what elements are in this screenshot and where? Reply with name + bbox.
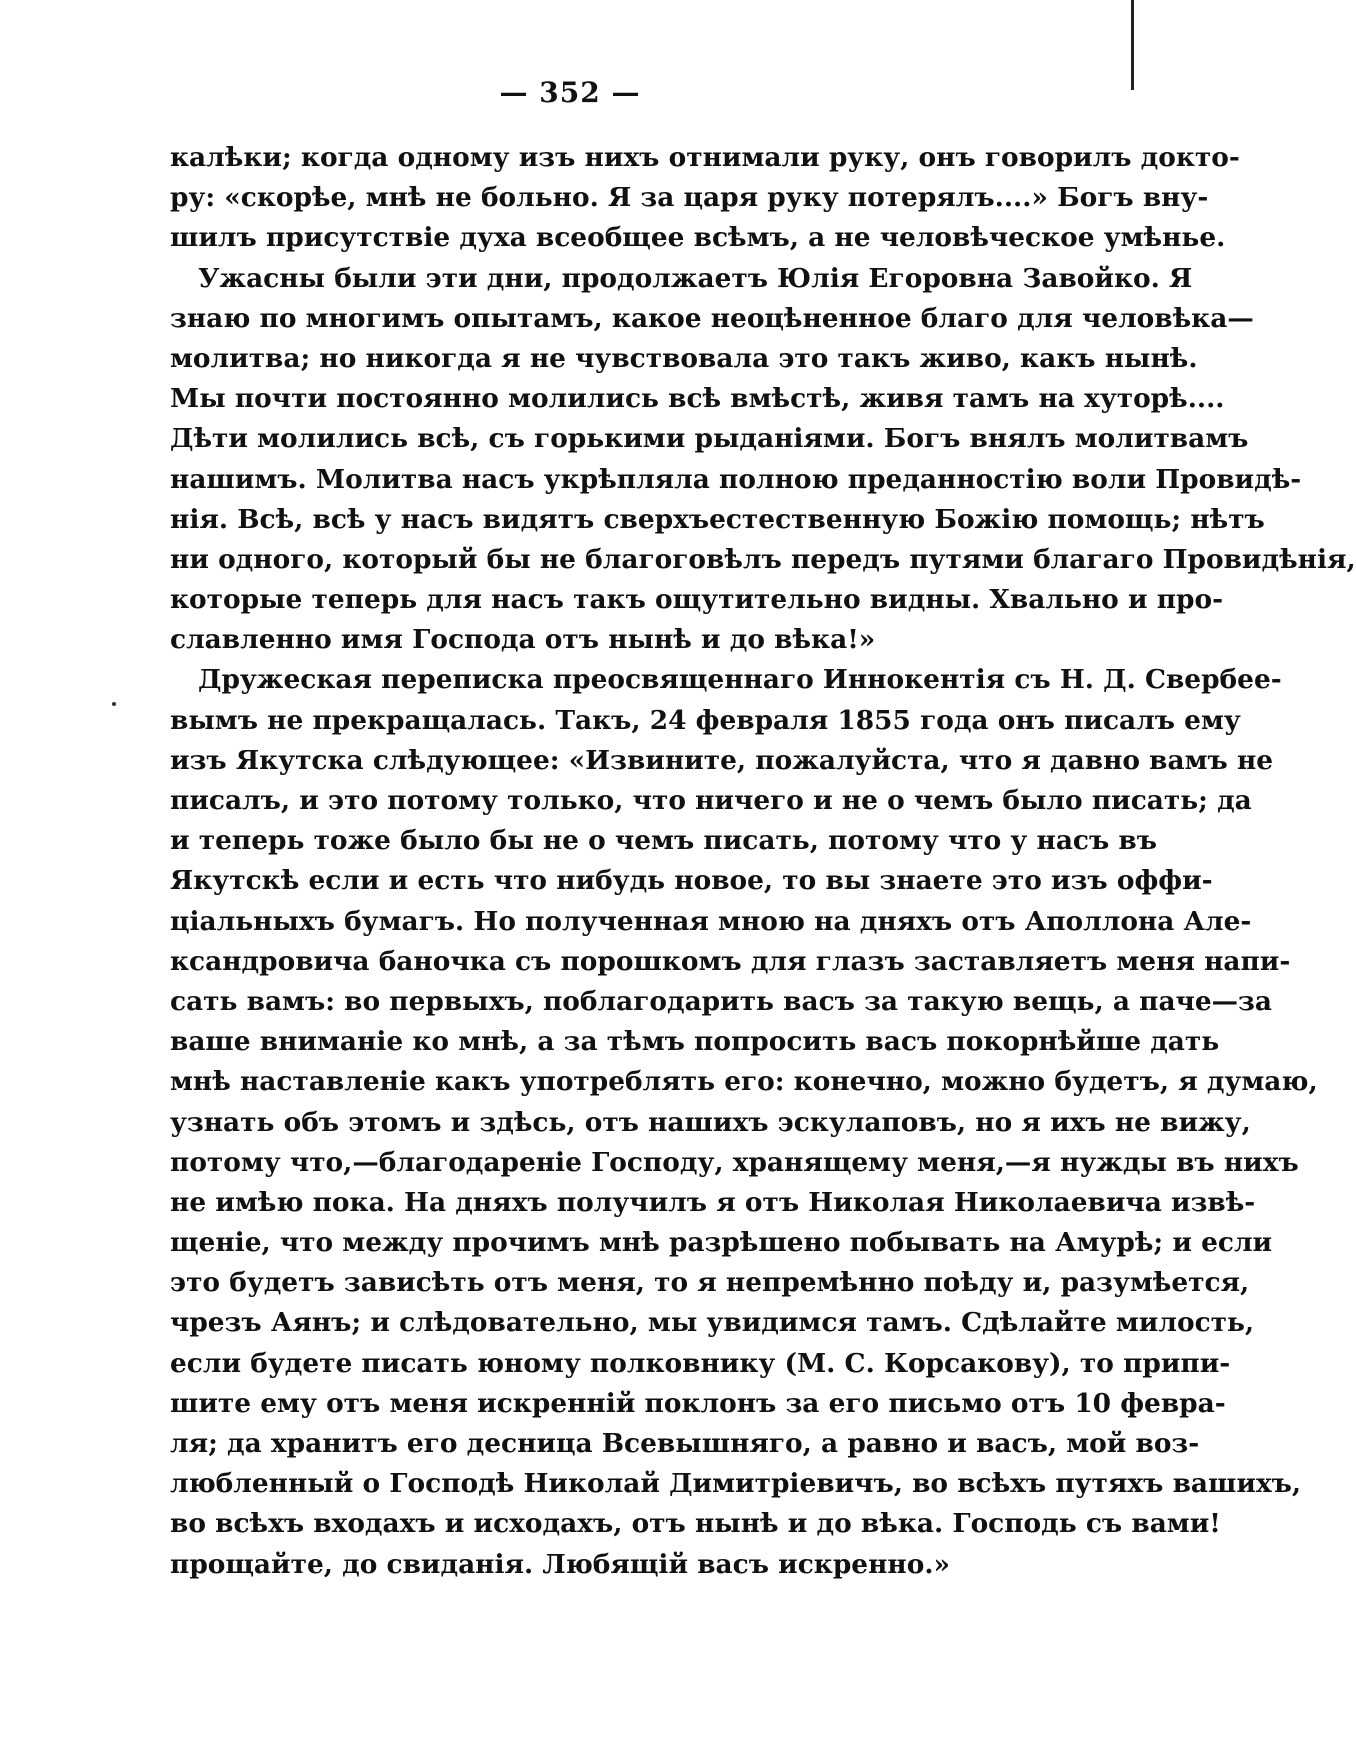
text-line: и теперь тоже было бы не о чемъ писать, потому что у насъ въ [170, 825, 1158, 857]
text-line: калѣки; когда одному изъ нихъ отнимали руку, онъ говорилъ докто- [170, 142, 1240, 173]
text-line: ціальныхъ бумагъ. Но полученная мною на дняхъ отъ Аполлона Але- [170, 905, 1252, 937]
text-line: славленно имя Господа отъ нынѣ и до вѣка!» [170, 624, 876, 656]
text-line: изъ Якутска слѣдующее: «Извините, пожалуйста, что я давно вамъ не [170, 744, 1274, 776]
text-line: любленный о Господѣ Николай Димитріевичъ, во всѣхъ путяхъ вашихъ, [170, 1468, 1302, 1500]
text-line: вымъ не прекращалась. Такъ, 24 февраля 1855 года онъ писалъ ему [170, 704, 1241, 736]
text-line: ваше вниманіе ко мнѣ, а за тѣмъ попросить васъ покорнѣйше дать [170, 1026, 1220, 1058]
text-line: молитва; но никогда я не чувствовала это такъ живо, какъ нынѣ. [170, 342, 1198, 374]
text-line: прощайте, до свиданія. Любящій васъ искренно.» [170, 1548, 951, 1580]
text-line: во всѣхъ входахъ и исходахъ, отъ нынѣ и до вѣка. Господь съ вами! [170, 1508, 1221, 1540]
text-line: мнѣ наставленіе какъ употреблять его: конечно, можно будетъ, я думаю, [170, 1066, 1318, 1098]
paragraph-3 [170, 660, 1318, 1584]
text-line: которые теперь для насъ такъ ощутительно видны. Хвально и про- [170, 584, 1224, 616]
text-line: узнать объ этомъ и здѣсь, отъ нашихъ эскулаповъ, но я ихъ не вижу, [170, 1106, 1251, 1138]
text-line: ру: «скорѣе, мнѣ не больно. Я за царя руку потерялъ....» Богъ вну- [170, 182, 1209, 214]
text-line: ксандровича баночка съ порошкомъ для глазъ заставляетъ меня напи- [170, 945, 1291, 977]
text-line: чрезъ Аянъ; и слѣдовательно, мы увидимся тамъ. Сдѣлайте милость, [170, 1307, 1255, 1339]
text-line: если будете писать юному полковнику (М. С. Корсакову), то припи- [170, 1347, 1231, 1379]
text-line: Якутскѣ если и есть что нибудь новое, то вы знаете это изъ оффи- [170, 865, 1213, 897]
text-line: нія. Всѣ, всѣ у насъ видятъ сверхъестественную Божію помощь; нѣтъ [170, 503, 1265, 535]
text-line: ни одного, который бы не благоговѣлъ передъ путями благаго Провидѣнія, [170, 543, 1356, 575]
text-line: писалъ, и это потому только, что ничего и не о чемъ было писать; да [170, 785, 1252, 816]
text-line: Дружеская переписка преосвященнаго Иннокентія съ Н. Д. Свербее- [198, 664, 1282, 696]
text-line: нашимъ. Молитва насъ укрѣпляла полною преданностію воли Провидѣ- [170, 463, 1302, 495]
text-line: Мы почти постоянно молились всѣ вмѣстѣ, живя тамъ на хуторѣ.... [170, 383, 1225, 415]
text-line: Дѣти молились всѣ, съ горькими рыданіями. Богъ внялъ молитвамъ [170, 423, 1249, 455]
text-line: не имѣю пока. На дняхъ получилъ я отъ Николая Николаевича извѣ- [170, 1186, 1256, 1218]
ink-speck [112, 702, 116, 706]
body-text [170, 138, 1356, 1585]
page-number: — 352 — [499, 76, 641, 109]
paragraph-1 [170, 138, 1240, 259]
text-line: знаю по многимъ опытамъ, какое неоцѣненное благо для человѣка— [170, 302, 1254, 334]
text-line: это будетъ зависѣть отъ меня, то я непремѣнно поѣду и, разумѣется, [170, 1267, 1250, 1299]
text-line: ля; да хранитъ его десница Всевышняго, а равно и васъ, мой воз- [170, 1428, 1200, 1459]
text-line: Ужасны были эти дни, продолжаетъ Юлія Егоровна Завойко. Я [198, 262, 1193, 294]
text-line: шилъ присутствіе духа всеобщее всѣмъ, а не человѣческое умѣнье. [170, 222, 1226, 254]
text-line: потому что,—благодареніе Господу, хранящему меня,—я нужды въ нихъ [170, 1146, 1299, 1178]
text-line: шите ему отъ меня искренній поклонъ за его письмо отъ 10 февра- [170, 1387, 1226, 1419]
text-line: щеніе, что между прочимъ мнѣ разрѣшено побывать на Амурѣ; и если [170, 1227, 1273, 1259]
paragraph-2 [170, 259, 1356, 661]
text-line: сать вамъ: во первыхъ, поблагодарить васъ за такую вещь, а паче—за [170, 985, 1272, 1017]
